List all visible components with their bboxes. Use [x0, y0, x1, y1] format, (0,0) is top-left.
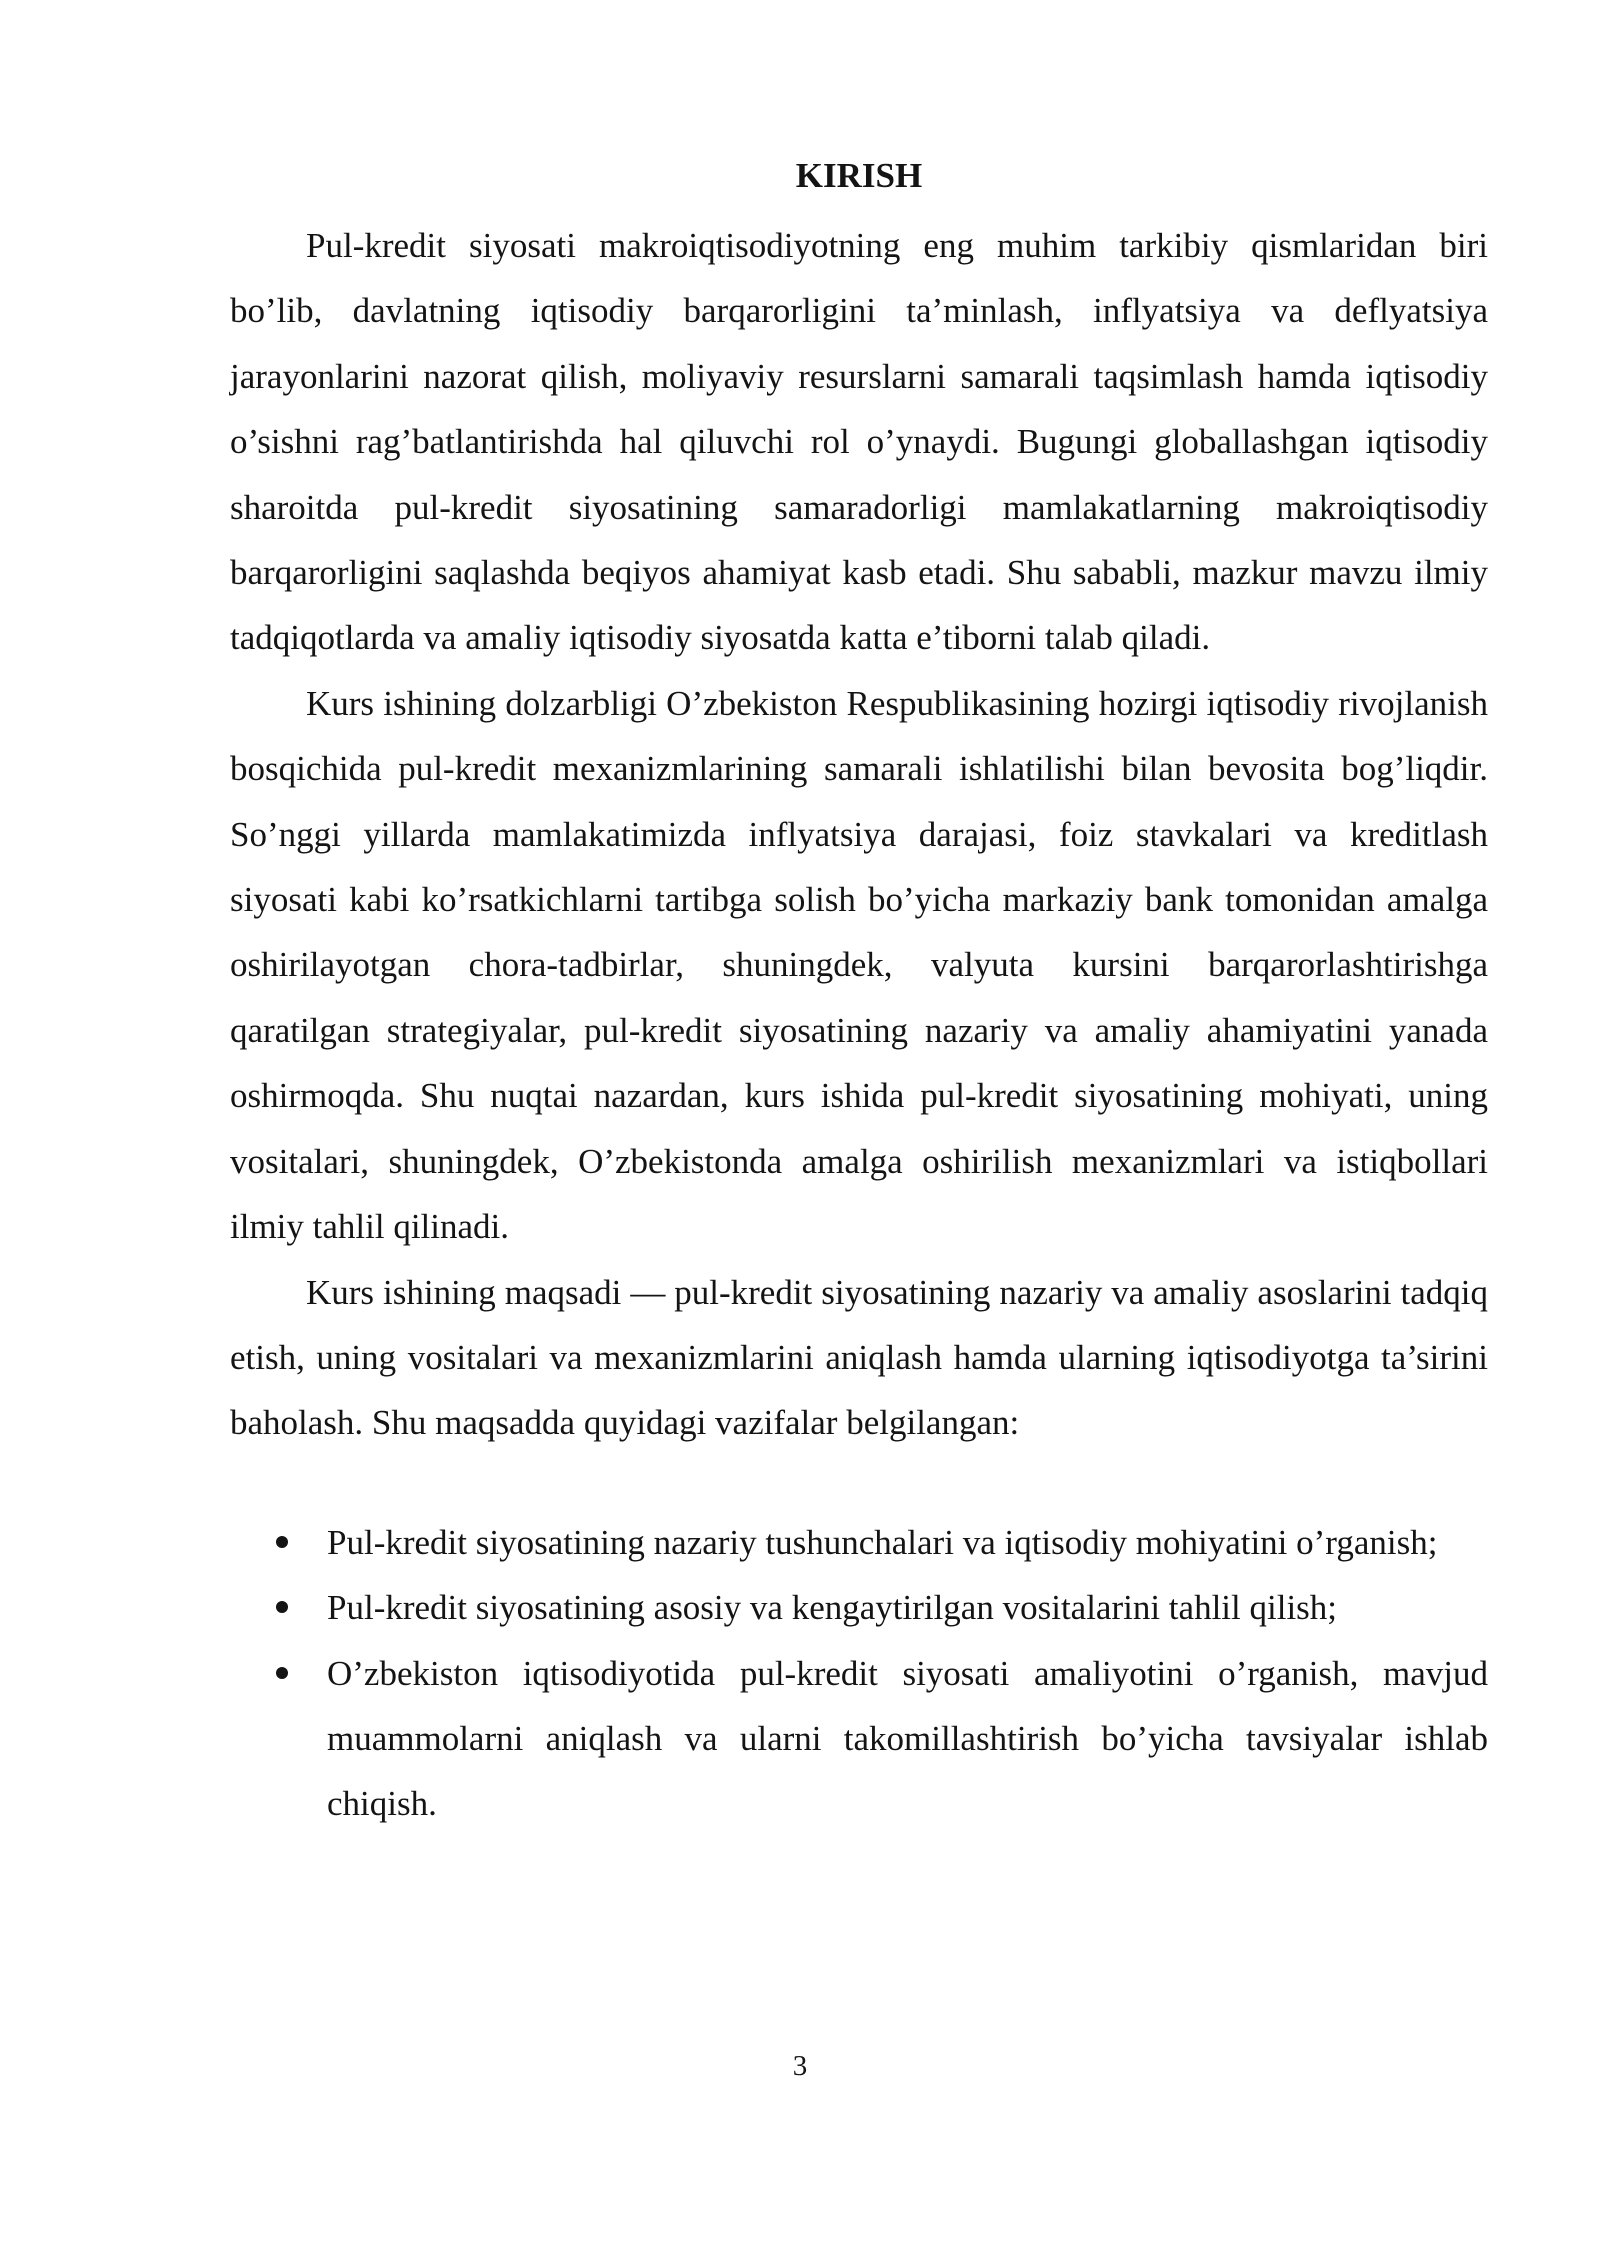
page-number: 3	[792, 2050, 808, 2082]
task-text: O’zbekiston iqtisodiyotida pul-kredit siyosati amaliyotini o’rganish, mavjud muammolarni aniqlash va ularni takomillashtirish bo’yicha tavsiyalar ishlab chiqish.	[327, 1653, 1488, 1824]
paragraph-introduction: Pul-kredit siyosati makroiqtisodiyotning eng muhim tarkibiy qismlaridan biri bo’lib, davlatning iqtisodiy barqarorligini ta’minlash, inflyatsiya va deflyatsiya jarayonlarini nazorat qilish, moliyaviy resurslarni samarali taqsimlash hamda iqtisodiy o’sishni rag’batlantirishda hal qiluvchi rol o’ynaydi. Bugungi globallashgan iqtisodiy sharoitda pul-kredit siyosatining samaradorligi mamlakatlarning makroiqtisodiy barqarorligini saqlashda beqiyos ahamiyat kasb etadi. Shu sababli, mazkur mavzu ilmiy tadqiqotlarda va amaliy iqtisodiy siyosatda katta e’tiborni talab qiladi.	[230, 226, 1488, 658]
section-title: KIRISH	[795, 156, 923, 195]
task-list-item	[230, 1575, 1488, 1640]
bullet-icon	[276, 1601, 288, 1613]
task-list-item	[230, 1510, 1488, 1575]
task-list	[230, 1510, 1488, 1837]
paragraph-goal: Kurs ishining maqsadi — pul-kredit siyosatining nazariy va amaliy asoslarini tadqiq etish, uning vositalari va mexanizmlarini aniqlash hamda ularning iqtisodiyotga ta’sirini baholash. Shu maqsadda quyidagi vazifalar belgilangan:	[230, 1272, 1488, 1443]
task-text: Pul-kredit siyosatining asosiy va kengaytirilgan vositalarini tahlil qilish;	[327, 1588, 1338, 1628]
task-list-item	[230, 1641, 1488, 1837]
bullet-icon	[276, 1536, 288, 1548]
page-content	[230, 150, 1488, 1837]
task-text: Pul-kredit siyosatining nazariy tushunchalari va iqtisodiy mohiyatini o’rganish;	[327, 1522, 1438, 1562]
paragraph-relevance: Kurs ishining dolzarbligi O’zbekiston Respublikasining hozirgi iqtisodiy rivojlanish bosqichida pul-kredit mexanizmlarining samarali ishlatilishi bilan bevosita bog’liqdir. So’nggi yillarda mamlakatimizda inflyatsiya darajasi, foiz stavkalari va kreditlash siyosati kabi ko’rsatkichlarni tartibga solish bo’yicha markaziy bank tomonidan amalga oshirilayotgan chora-tadbirlar, shuningdek, valyuta kursini barqarorlashtirishga qaratilgan strategiyalar, pul-kredit siyosatining nazariy va amaliy ahamiyatini yanada oshirmoqda. Shu nuqtai nazardan, kurs ishida pul-kredit siyosatining mohiyati, uning vositalari, shuningdek, O’zbekistonda amalga oshirilish mexanizmlari va istiqbollari ilmiy tahlil qilinadi.	[230, 683, 1488, 1247]
bullet-icon	[276, 1667, 288, 1679]
